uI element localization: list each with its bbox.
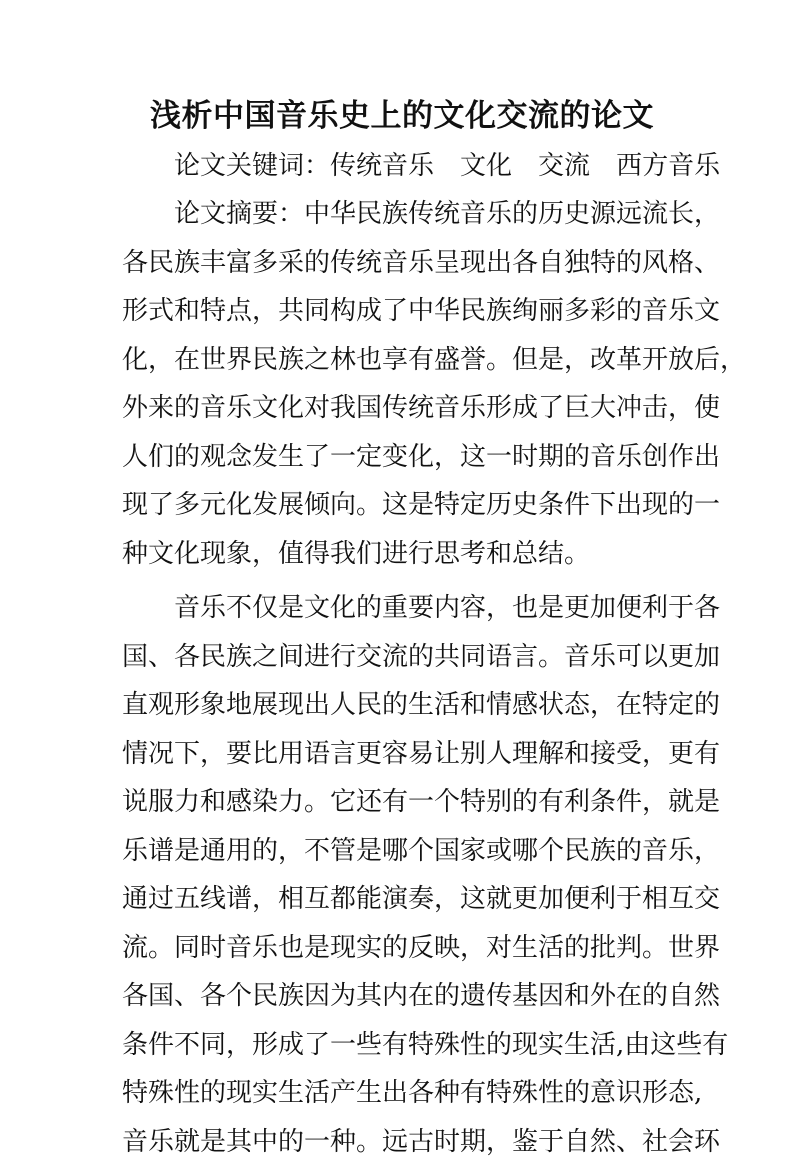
body-line: 直观形象地展现出人民的生活和情感状态，在特定的 xyxy=(122,681,682,730)
body-line: 特殊性的现实生活产生出各种有特殊性的意识形态, xyxy=(122,1069,682,1118)
body-line: 音乐就是其中的一种。远古时期，鉴于自然、社会环 xyxy=(122,1118,682,1166)
body-line: 流。同时音乐也是现实的反映，对生活的批判。世界 xyxy=(122,924,682,973)
abstract-line: 化，在世界民族之林也享有盛誉。但是，改革开放后， xyxy=(122,336,682,385)
document-title: 浅析中国音乐史上的文化交流的论文 xyxy=(122,90,682,142)
body-line: 乐谱是通用的，不管是哪个国家或哪个民族的音乐， xyxy=(122,827,682,876)
abstract-line: 种文化现象，值得我们进行思考和总结。 xyxy=(122,530,682,579)
abstract-line: 形式和特点，共同构成了中华民族绚丽多彩的音乐文 xyxy=(122,287,682,336)
abstract-line: 人们的观念发生了一定变化，这一时期的音乐创作出 xyxy=(122,433,682,482)
body-line: 说服力和感染力。它还有一个特别的有利条件，就是 xyxy=(122,778,682,827)
body-line: 条件不同，形成了一些有特殊性的现实生活,由这些有 xyxy=(122,1021,682,1070)
keyword: 交流 xyxy=(538,151,590,181)
keyword: 传统音乐 xyxy=(330,151,434,181)
body-line: 通过五线谱，相互都能演奏，这就更加便利于相互交 xyxy=(122,875,682,924)
abstract-line: 现了多元化发展倾向。这是特定历史条件下出现的一 xyxy=(122,481,682,530)
abstract-paragraph xyxy=(122,190,682,578)
keyword: 西方音乐 xyxy=(616,151,720,181)
body-line: 情况下，要比用语言更容易让别人理解和接受，更有 xyxy=(122,730,682,779)
body-paragraph xyxy=(122,584,682,1166)
keyword: 文化 xyxy=(460,151,512,181)
body-line: 国、各民族之间进行交流的共同语言。音乐可以更加 xyxy=(122,633,682,682)
keywords-line xyxy=(122,142,682,190)
keywords-label: 论文关键词： xyxy=(174,151,330,181)
abstract-line: 外来的音乐文化对我国传统音乐形成了巨大冲击，使 xyxy=(122,384,682,433)
body-line: 各国、各个民族因为其内在的遗传基因和外在的自然 xyxy=(122,972,682,1021)
body-line: 音乐不仅是文化的重要内容，也是更加便利于各 xyxy=(122,584,682,633)
abstract-line: 各民族丰富多采的传统音乐呈现出各自独特的风格、 xyxy=(122,239,682,288)
abstract-line: 论文摘要：中华民族传统音乐的历史源远流长， xyxy=(122,190,682,239)
